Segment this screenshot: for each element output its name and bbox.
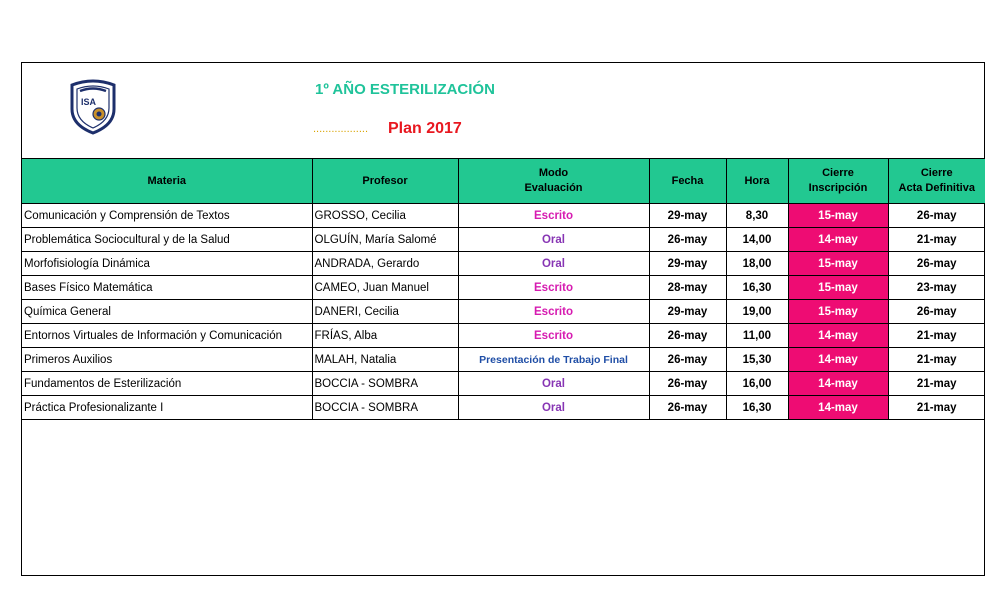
cell-cierre-acta: 21-may (888, 348, 985, 372)
cell-profesor: DANERI, Cecilia (312, 300, 458, 324)
cell-cierre-acta: 21-may (888, 396, 985, 420)
cell-cierre-acta: 26-may (888, 252, 985, 276)
cell-hora: 11,00 (726, 324, 788, 348)
cell-fecha: 26-may (649, 228, 726, 252)
cell-hora: 19,00 (726, 300, 788, 324)
svg-text:ISA: ISA (81, 97, 97, 107)
cell-modo: Escrito (458, 300, 649, 324)
cell-modo: Presentación de Trabajo Final (458, 348, 649, 372)
cell-profesor: BOCCIA - SOMBRA (312, 372, 458, 396)
cell-modo: Oral (458, 252, 649, 276)
table-row (22, 300, 985, 324)
plan-dots: .................. (313, 123, 369, 135)
cell-cierre-inscripcion: 15-may (788, 300, 888, 324)
cell-hora: 8,30 (726, 204, 788, 228)
cell-fecha: 28-may (649, 276, 726, 300)
column-header-modo: Modo Evaluación (458, 159, 649, 204)
page-title: 1º AÑO ESTERILIZACIÓN (315, 81, 495, 98)
cell-cierre-acta: 26-may (888, 300, 985, 324)
cell-profesor: CAMEO, Juan Manuel (312, 276, 458, 300)
cell-hora: 14,00 (726, 228, 788, 252)
column-header-hora: Hora (726, 159, 788, 204)
column-header-materia: Materia (22, 159, 312, 204)
cell-materia: Morfofisiología Dinámica (22, 252, 312, 276)
column-header-profesor: Profesor (312, 159, 458, 204)
cell-cierre-inscripcion: 15-may (788, 276, 888, 300)
cell-fecha: 29-may (649, 300, 726, 324)
cell-modo: Escrito (458, 276, 649, 300)
table-row (22, 372, 985, 396)
cell-cierre-inscripcion: 14-may (788, 324, 888, 348)
plan-label: Plan 2017 (388, 120, 462, 137)
cell-hora: 18,00 (726, 252, 788, 276)
cell-fecha: 26-may (649, 396, 726, 420)
cell-hora: 16,30 (726, 276, 788, 300)
cell-materia: Entornos Virtuales de Información y Comunicación (22, 324, 312, 348)
cell-hora: 16,00 (726, 372, 788, 396)
cell-profesor: MALAH, Natalia (312, 348, 458, 372)
cell-fecha: 26-may (649, 324, 726, 348)
cell-modo: Escrito (458, 324, 649, 348)
cell-materia: Fundamentos de Esterilización (22, 372, 312, 396)
cell-materia: Práctica Profesionalizante I (22, 396, 312, 420)
cell-profesor: GROSSO, Cecilia (312, 204, 458, 228)
cell-profesor: ANDRADA, Gerardo (312, 252, 458, 276)
cell-profesor: FRÍAS, Alba (312, 324, 458, 348)
cell-materia: Primeros Auxilios (22, 348, 312, 372)
cell-materia: Problemática Sociocultural y de la Salud (22, 228, 312, 252)
table-row (22, 324, 985, 348)
cell-modo: Oral (458, 228, 649, 252)
cell-cierre-acta: 21-may (888, 228, 985, 252)
column-header-cierre-inscripcion: Cierre Inscripción (788, 159, 888, 204)
column-header-fecha: Fecha (649, 159, 726, 204)
cell-cierre-inscripcion: 14-may (788, 396, 888, 420)
cell-cierre-inscripcion: 14-may (788, 228, 888, 252)
table-header-row (22, 159, 985, 204)
cell-modo: Oral (458, 372, 649, 396)
cell-materia: Química General (22, 300, 312, 324)
table-row (22, 252, 985, 276)
table-row (22, 396, 985, 420)
cell-hora: 16,30 (726, 396, 788, 420)
exam-schedule-table (22, 158, 985, 420)
cell-fecha: 26-may (649, 372, 726, 396)
cell-cierre-acta: 21-may (888, 372, 985, 396)
cell-cierre-acta: 21-may (888, 324, 985, 348)
cell-materia: Comunicación y Comprensión de Textos (22, 204, 312, 228)
cell-cierre-inscripcion: 14-may (788, 348, 888, 372)
cell-modo: Escrito (458, 204, 649, 228)
cell-cierre-inscripcion: 14-may (788, 372, 888, 396)
table-row (22, 204, 985, 228)
cell-fecha: 29-may (649, 204, 726, 228)
table-row (22, 348, 985, 372)
cell-profesor: OLGUÍN, María Salomé (312, 228, 458, 252)
cell-materia: Bases Físico Matemática (22, 276, 312, 300)
cell-modo: Oral (458, 396, 649, 420)
cell-cierre-inscripcion: 15-may (788, 204, 888, 228)
cell-fecha: 29-may (649, 252, 726, 276)
cell-cierre-inscripcion: 15-may (788, 252, 888, 276)
column-header-cierre-acta: Cierre Acta Definitiva (888, 159, 985, 204)
table-row (22, 228, 985, 252)
cell-hora: 15,30 (726, 348, 788, 372)
table-row (22, 276, 985, 300)
institute-logo-icon (68, 79, 118, 135)
cell-profesor: BOCCIA - SOMBRA (312, 396, 458, 420)
cell-fecha: 26-may (649, 348, 726, 372)
cell-cierre-acta: 26-may (888, 204, 985, 228)
schedule-sheet (21, 62, 985, 576)
cell-cierre-acta: 23-may (888, 276, 985, 300)
